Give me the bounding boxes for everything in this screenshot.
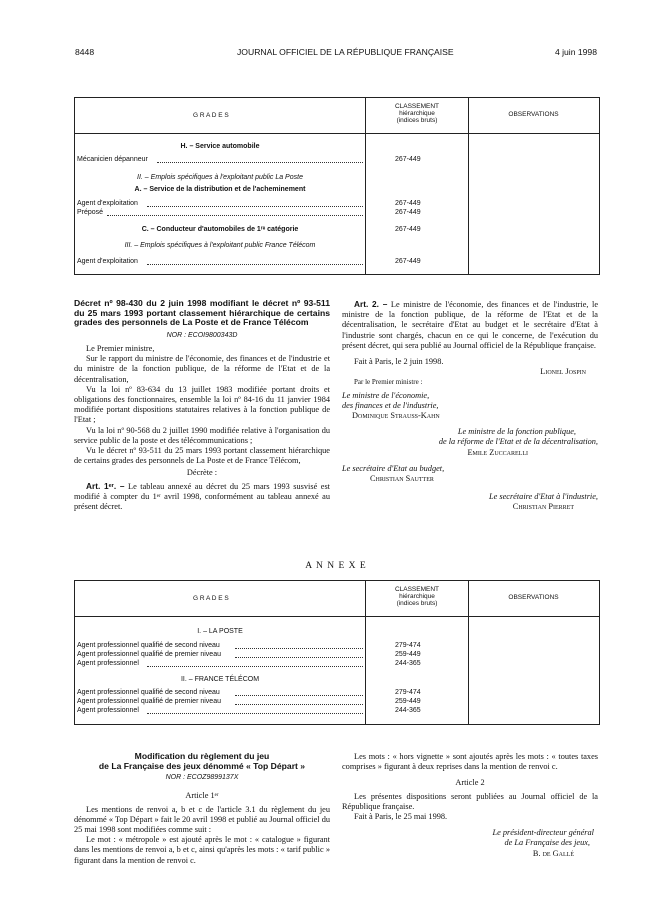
grades-header: G R A D E S xyxy=(193,112,229,119)
fait-a-paris: Fait à Paris, le 2 juin 1998. xyxy=(354,357,444,367)
decret-paragraph: Vu la loi nº 90-568 du 2 juillet 1990 modifiée relative à l'organisation du service public de la poste et des télécommunications ; xyxy=(74,425,330,445)
minister-name: Dominique Strauss-Kahn xyxy=(352,411,440,421)
annexe-title: A N N E X E xyxy=(305,561,367,571)
decrete: Décrète : xyxy=(186,468,218,478)
signature-title: de La Française des jeux, xyxy=(504,838,590,848)
grade-label: Préposé xyxy=(77,209,104,216)
grade-label: Agent professionnel xyxy=(77,660,139,667)
grade-index: 267-449 xyxy=(395,258,421,265)
grade-index: 279-474 xyxy=(395,689,421,696)
article-label: Art. 1ᵉʳ. – xyxy=(86,480,125,491)
modif-nor: NOR : ECOZ9899137X xyxy=(165,774,239,782)
classement-header-3: (indices bruts) xyxy=(396,600,438,607)
observations-header: OBSERVATIONS xyxy=(508,594,559,601)
decret-paragraph: Vu le décret nº 93-511 du 25 mars 1993 portant classement hiérarchique de certains grades des personnels de La Poste et de France Télécom, xyxy=(74,446,330,466)
grade-index: 267-449 xyxy=(395,200,421,207)
minister-title: des finances et de l'industrie, xyxy=(342,400,439,410)
grade-index: 259-449 xyxy=(395,698,421,705)
page-header xyxy=(75,47,597,61)
section-heading: C. – Conducteur d'automobiles de 1ʳᵉ catégorie xyxy=(141,226,299,233)
grade-label: Agent professionnel qualifié de premier niveau xyxy=(77,651,221,658)
signature-name: B. de Gallé xyxy=(532,848,574,858)
modif-paragraph: Les mots : « hors vignette » sont ajoutés après les mots : « toutes taxes comprises » figurant à deux reprises dans la mention de renvoi c. xyxy=(342,752,598,772)
grade-label: Agent d'exploitation xyxy=(77,200,138,207)
par-premier-ministre: Par le Premier ministre : xyxy=(354,378,423,387)
minister-title: Le ministre de la fonction publique, xyxy=(457,427,576,437)
fait-a-paris: Fait à Paris, le 25 mai 1998. xyxy=(354,812,448,822)
minister-title: Le secrétaire d'Etat à l'industrie, xyxy=(488,492,598,502)
modif-paragraph: Le mot : « métropole » est ajouté après le mot : « catalogue » figurant dans les mentions de renvoi a, b et c, ainsi qu'après les mots : « tarif public » figurant dans la mention de renvoi c. xyxy=(74,835,330,865)
minister-title: Le secrétaire d'Etat au budget, xyxy=(342,463,445,473)
modif-title: Modification du règlement du jeu xyxy=(134,751,270,761)
minister-title: Le ministre de l'économie, xyxy=(342,390,430,400)
grade-label: Mécanicien dépanneur xyxy=(77,156,148,163)
section-heading: II. – FRANCE TÉLÉCOM xyxy=(180,676,260,683)
minister-name: Christian Pierret xyxy=(512,502,574,512)
grade-index: 267-449 xyxy=(395,156,421,163)
grade-index: 279-474 xyxy=(395,642,421,649)
classement-header-1: CLASSEMENT xyxy=(394,103,440,110)
classement-table-1 xyxy=(74,97,600,275)
article-heading: Article 2 xyxy=(455,778,485,788)
article-label: Art. 2. – xyxy=(354,299,388,309)
grade-index: 267-449 xyxy=(395,209,421,216)
decret-nor: NOR : ECOI9800343D xyxy=(166,331,238,339)
article-text: Le ministre de l'économie, des finances et de l'industrie, le ministre de la fonction publique, de la réforme de l'Etat et de la décentralisation, le secrétaire d'Etat au budget et le secrétaire d'Etat à l'industrie sont chargés, chacun en ce qui le concerne, de l'exécution du présent décret, qui sera publié au Journal officiel de la République française. xyxy=(342,300,599,350)
minister-name: Emile Zuccarelli xyxy=(467,447,528,457)
page-number: 8448 xyxy=(75,47,95,57)
modif-right-column xyxy=(342,752,598,859)
modif-left-column xyxy=(74,752,330,866)
modif-paragraph: Les présentes dispositions seront publiées au Journal officiel de la République française. xyxy=(342,791,598,811)
article-text: Le tableau annexé au décret du 25 mars 1993 susvisé est modifié à compter du 1ᵉʳ avril 1998, conformément au tableau annexé au présent décret. xyxy=(74,481,330,512)
section-heading: H. – Service automobile xyxy=(180,143,260,150)
classement-header-2: hiérarchique xyxy=(399,593,435,600)
decret-paragraph: Sur le rapport du ministre de l'économie, des finances et de l'industrie et du ministre de la fonction publique, de la réforme de l'Etat et de la décentralisation, xyxy=(74,354,330,384)
classement-header-1: CLASSEMENT xyxy=(394,586,440,593)
annexe-table xyxy=(74,580,600,725)
grade-label: Agent professionnel xyxy=(77,707,139,714)
journal-title: JOURNAL OFFICIEL DE LA RÉPUBLIQUE FRANÇAISE xyxy=(237,47,454,57)
grade-label: Agent professionnel qualifié de second niveau xyxy=(77,642,220,649)
grade-index: 244-365 xyxy=(395,660,421,667)
decret-right-column xyxy=(342,299,598,513)
signature-title: Le président-directeur général xyxy=(492,828,594,838)
grade-label: Agent d'exploitation xyxy=(77,258,138,265)
decret-paragraph: Vu la loi nº 83-634 du 13 juillet 1983 modifiée portant droits et obligations des fonctionnaires, ensemble la loi nº 84-16 du 11 janvier 1984 modifiée portant dispositions statutaires relatives à la fonction publique de l'Etat ; xyxy=(74,384,330,425)
observations-header: OBSERVATIONS xyxy=(508,111,559,118)
modif-paragraph: Les mentions de renvoi a, b et c de l'article 3.1 du règlement du jeu dénommé « Top Départ » fait le 20 avril 1998 et publié au Journal officiel du 25 mai 1998 sont modifiées comme suit : xyxy=(74,804,330,834)
minister-title: de la réforme de l'Etat et de la décentralisation, xyxy=(438,437,598,447)
decret-paragraph: Le Premier ministre, xyxy=(86,343,155,353)
decret-left-column xyxy=(74,299,330,512)
classement-header-3: (indices bruts) xyxy=(396,117,438,124)
issue-date: 4 juin 1998 xyxy=(554,47,597,57)
article-heading: Article 1ᵉʳ xyxy=(185,791,219,801)
classement-header-2: hiérarchique xyxy=(399,110,435,117)
grade-index: 259-449 xyxy=(395,651,421,658)
grade-index: 244-365 xyxy=(395,707,421,714)
grade-index: 267-449 xyxy=(395,226,421,233)
section-heading: III. – Emplois spécifiques à l'exploitant public France Télécom xyxy=(124,242,316,249)
signature-pm: Lionel Jospin xyxy=(540,367,586,377)
modif-title: de La Française des jeux dénommé « Top Départ » xyxy=(98,760,306,771)
section-heading: II. – Emplois spécifiques à l'exploitant public La Poste xyxy=(137,174,303,181)
decret-title: Décret nº 98-430 du 2 juin 1998 modifiant le décret nº 93-511 du 25 mars 1993 portant classement hiérarchique de certains grades des personnels de La Poste et de France Télécom xyxy=(74,298,330,328)
grade-label: Agent professionnel qualifié de premier niveau xyxy=(77,698,221,705)
grades-header: G R A D E S xyxy=(193,595,229,602)
section-heading: A. – Service de la distribution et de l'acheminement xyxy=(134,186,306,193)
minister-name: Christian Sautter xyxy=(370,474,434,484)
grade-label: Agent professionnel qualifié de second niveau xyxy=(77,689,220,696)
section-heading: I. – LA POSTE xyxy=(197,628,243,635)
